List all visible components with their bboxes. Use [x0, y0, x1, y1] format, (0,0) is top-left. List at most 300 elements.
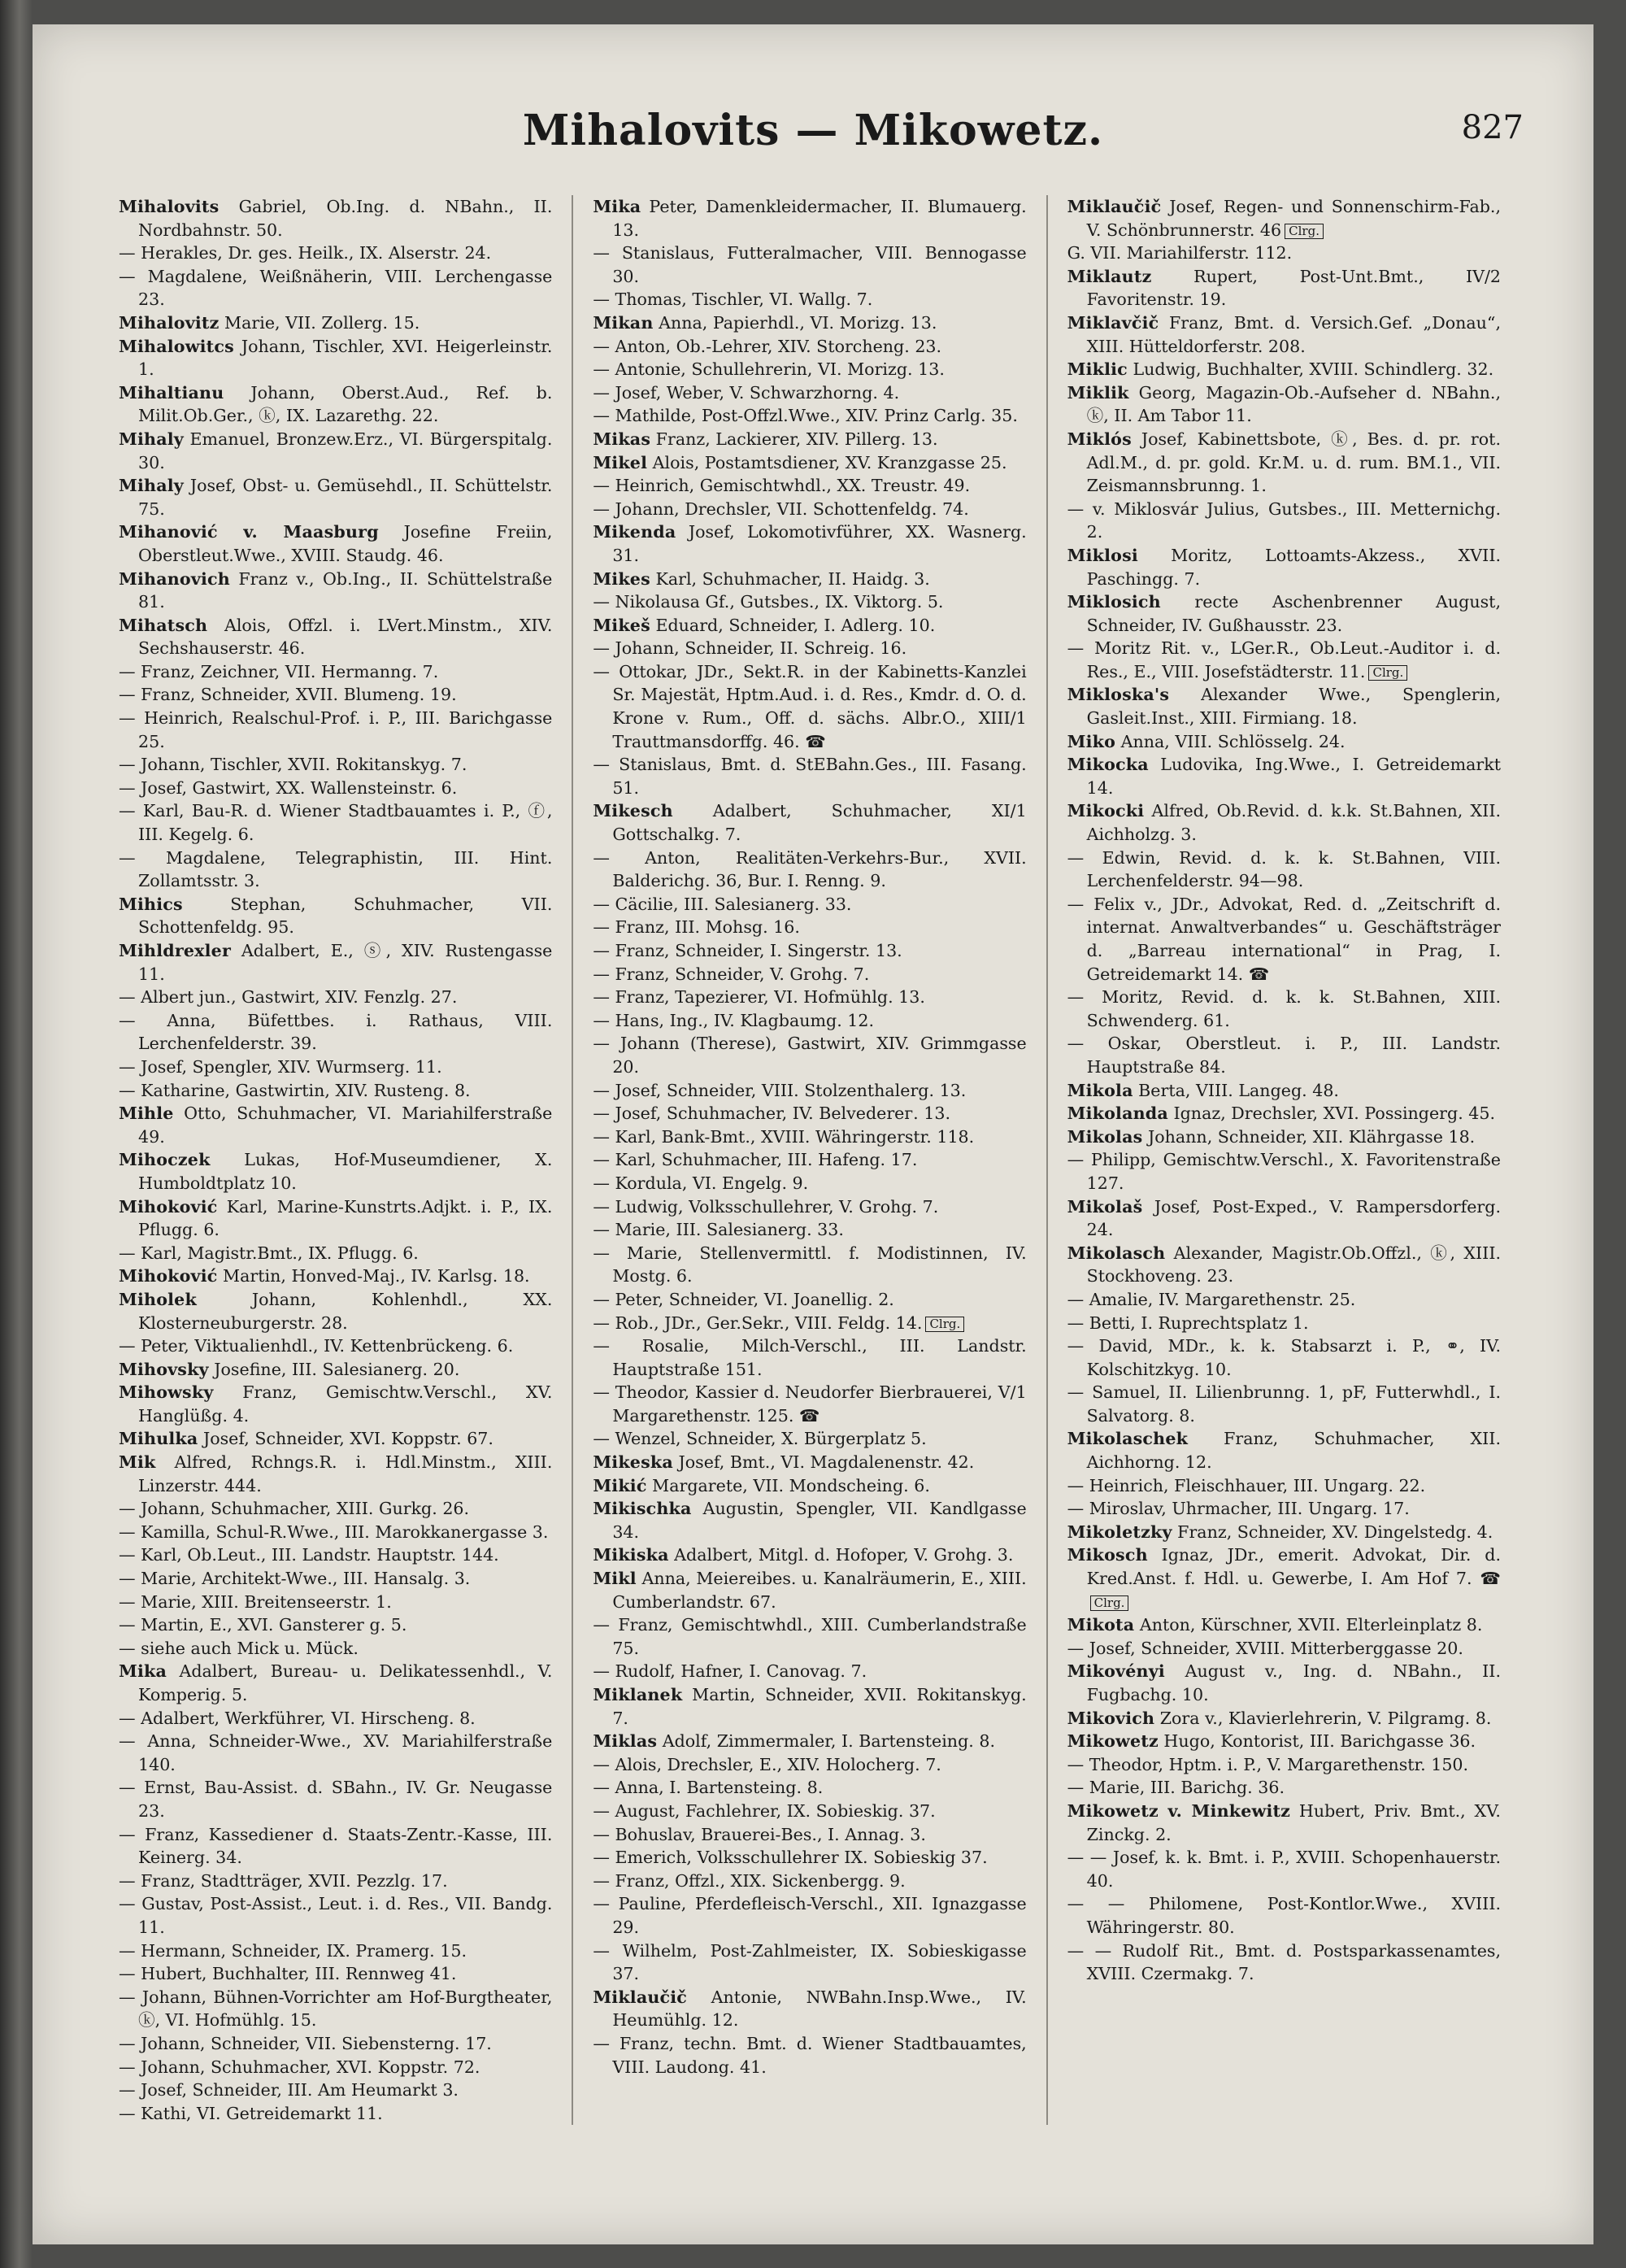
entry-details: Lukas, Hof-Museumdiener, X. Humboldtplatz 10. [138, 1150, 553, 1193]
directory-entry [593, 404, 1026, 428]
entry-details: — Franz, Schneider, V. Grohg. 7. [593, 964, 870, 984]
entry-details: — Stanislaus, Bmt. d. StEBahn.Ges., III. Fasang. 51. [593, 755, 1027, 798]
directory-entry [119, 1776, 552, 1822]
column-middle [593, 195, 1026, 2125]
page-number: 827 [1461, 109, 1524, 146]
entry-details: Josef, Bmt., VI. Magdalenenstr. 42. [672, 1452, 975, 1473]
entry-details: Karl, Marine-Kunstrts.Adjkt. i. P., IX. Pflugg. 6. [138, 1196, 553, 1240]
directory-entry [1067, 847, 1501, 893]
directory-entry [1067, 1613, 1501, 1637]
entry-details: — Martin, E., XVI. Gansterer g. 5. [119, 1615, 407, 1635]
entry-details: — Josef, Weber, V. Schwarzhorng. 4. [593, 382, 900, 403]
directory-entry [593, 1939, 1026, 1986]
entry-details: — Franz, Gemischtwhdl., XIII. Cumberlandstraße 75. [593, 1615, 1027, 1658]
entry-details: — Magdalene, Telegraphistin, III. Hint. Zollamtsstr. 3. [119, 847, 553, 891]
entry-details: Josef, Regen- und Sonnenschirm-Fab., V. Schönbrunnerstr. 46 [1086, 197, 1501, 240]
entry-details: — Marie, XIII. Breitenseerstr. 1. [119, 1591, 392, 1612]
entry-details: — Ernst, Bau-Assist. d. SBahn., IV. Gr. Neugasse 23. [119, 1778, 553, 1821]
directory-entry [593, 1195, 1026, 1219]
directory-entry [593, 381, 1026, 405]
entry-surname: Mikolasch [1067, 1243, 1166, 1263]
directory-entry [593, 1730, 1026, 1753]
entry-details: Franz, Lackierer, XIV. Pillerg. 13. [650, 429, 938, 449]
directory-entry [119, 1334, 552, 1358]
entry-details: — Anna, Büfettbes. i. Rathaus, VIII. Lerchenfelderstr. 39. [119, 1010, 553, 1054]
entry-details: Alfred, Ob.Revid. d. k.k. St.Bahnen, XII. Aichholzg. 3. [1086, 801, 1501, 845]
entry-surname: Mikolaschek [1067, 1429, 1189, 1449]
entry-details: Josef, Lokomotivführer, XX. Wasnerg. 31. [612, 522, 1027, 565]
directory-entry [119, 1381, 552, 1427]
directory-entry [1067, 637, 1501, 683]
entry-details: Hugo, Kontorist, III. Barichgasse 36. [1158, 1731, 1476, 1752]
directory-entry [1067, 242, 1501, 265]
entry-details: — Rudolf, Hafner, I. Canovag. 7. [593, 1661, 867, 1682]
entry-surname: Mikocki [1067, 801, 1145, 821]
directory-entry [1067, 1102, 1501, 1125]
entry-details: — Adalbert, Werkführer, VI. Hirscheng. 8. [119, 1708, 476, 1728]
directory-entry [1067, 1776, 1501, 1800]
directory-entry [119, 1730, 552, 1776]
entry-details: Augustin, Spengler, VII. Kandlgasse 34. [612, 1499, 1027, 1542]
directory-entry [1067, 1660, 1501, 1706]
entry-details: Adolf, Zimmermaler, I. Bartensteing. 8. [657, 1731, 995, 1752]
entry-details: — — Rudolf Rit., Bmt. d. Postsparkassenamtes, XVIII. Czermakg. 7. [1067, 1940, 1501, 1984]
entry-details: — August, Fachlehrer, IX. Sobieskig. 37. [593, 1800, 936, 1821]
entry-details: Adalbert, Schuhmacher, XI/1 Gottschalkg. 7. [612, 801, 1027, 845]
directory-entry [119, 777, 552, 800]
entry-details: Franz, Bmt. d. Versich.Gef. „Donau“, XIII. Hütteldorferstr. 208. [1086, 312, 1501, 356]
entry-details: — Antonie, Schullehrerin, VI. Morizg. 13. [593, 359, 945, 380]
column-right [1067, 195, 1501, 2125]
entry-details: Josef, Obst- u. Gemüsehdl., II. Schüttelstr. 75. [138, 476, 553, 519]
entry-surname: Mikolanda [1067, 1104, 1168, 1124]
entry-details: Anna, Meiereibes. u. Kanalräumerin, E., XIII. Cumberlandstr. 67. [612, 1569, 1027, 1612]
directory-entry [593, 1776, 1026, 1800]
directory-entry [119, 242, 552, 265]
directory-entry [593, 1986, 1026, 2032]
directory-entry [593, 1543, 1026, 1567]
entry-details: Peter, Damenkleidermacher, II. Blumauerg. 13. [612, 197, 1027, 240]
entry-details: — Hubert, Buchhalter, III. Rennweg 41. [119, 1964, 457, 1984]
directory-entry [119, 1079, 552, 1103]
entry-surname: Miklic [1067, 359, 1128, 380]
directory-entry [119, 707, 552, 753]
entry-surname: Miklautz [1067, 266, 1152, 286]
entry-details: — Marie, III. Salesianerg. 33. [593, 1220, 844, 1240]
entry-details: — Ludwig, Volksschullehrer, V. Grohg. 7. [593, 1196, 939, 1217]
entry-details: — Mathilde, Post-Offzl.Wwe., XIV. Prinz Carlg. 35. [593, 406, 1018, 426]
entry-surname: Mikenda [593, 522, 676, 542]
entry-surname: Mikovényi [1067, 1661, 1165, 1682]
directory-entry [593, 637, 1026, 660]
directory-entry [119, 1591, 552, 1614]
directory-entry [1067, 1427, 1501, 1474]
entry-surname: Mihics [119, 894, 183, 914]
directory-entry [1067, 1381, 1501, 1427]
directory-entry [1067, 1497, 1501, 1521]
entry-details: Stephan, Schuhmacher, VII. Schottenfeldg. 95. [138, 894, 553, 938]
clearing-badge: Clrg. [925, 1317, 964, 1332]
directory-entry [119, 1427, 552, 1451]
entry-details: Karl, Schuhmacher, II. Haidg. 3. [650, 568, 930, 589]
directory-entry [593, 614, 1026, 638]
entry-details: Alois, Offzl. i. LVert.Minstm., XIV. Sechshauserstr. 46. [138, 615, 553, 659]
entry-details: Emanuel, Bronzew.Erz., VI. Bürgerspitalg. 30. [138, 429, 553, 472]
entry-surname: Mikel [593, 452, 648, 472]
entry-details: G. VII. Mariahilferstr. 112. [1067, 243, 1293, 263]
entry-details: recte Aschenbrenner August, Schneider, IV. Gußhausstr. 23. [1086, 592, 1501, 635]
directory-entry [1067, 428, 1501, 498]
entry-details: Ignaz, Drechsler, XVI. Possingerg. 45. [1167, 1104, 1496, 1124]
directory-entry [593, 451, 1026, 475]
entry-surname: Mikota [1067, 1615, 1135, 1635]
directory-entry [119, 753, 552, 777]
entry-details: Adalbert, Mitgl. d. Hofoper, V. Grohg. 3. [668, 1545, 1014, 1565]
directory-columns [119, 195, 1501, 2125]
directory-entry [119, 1870, 552, 1893]
directory-entry [593, 1613, 1026, 1660]
directory-entry [593, 1823, 1026, 1847]
entry-details: — siehe auch Mick u. Mück. [119, 1638, 359, 1658]
directory-entry [119, 939, 552, 986]
entry-details: — Karl, Bau-R. d. Wiener Stadtbauamtes i. P., ⓕ, III. Kegelg. 6. [119, 801, 553, 845]
entry-surname: Mihulka [119, 1429, 198, 1449]
directory-entry [1067, 1753, 1501, 1777]
directory-entry [119, 311, 552, 335]
entry-details: — Josef, Schneider, VIII. Stolzenthalerg. 13. [593, 1080, 967, 1100]
entry-details: — Stanislaus, Futteralmacher, VIII. Bennogasse 30. [593, 243, 1027, 286]
directory-entry [593, 568, 1026, 591]
directory-entry [593, 986, 1026, 1009]
entry-details: Georg, Magazin-Ob.-Aufseher d. NBahn., ⓚ, II. Am Tabor 11. [1086, 382, 1501, 426]
directory-entry [593, 1125, 1026, 1149]
entry-surname: Mihaltianu [119, 382, 224, 403]
entry-details: — Kathi, VI. Getreidemarkt 11. [119, 2103, 383, 2123]
entry-details: — Johann, Drechsler, VII. Schottenfeldg. 74. [593, 498, 969, 519]
entry-details: Franz, Schuhmacher, XII. Aichhorng. 12. [1086, 1429, 1501, 1473]
directory-entry [1067, 1730, 1501, 1753]
entry-surname: Mikan [593, 312, 654, 333]
entry-details: Josefine, III. Salesianerg. 20. [208, 1359, 460, 1379]
entry-surname: Mikeska [593, 1452, 673, 1473]
entry-details: — Karl, Schuhmacher, III. Hafeng. 17. [593, 1150, 918, 1170]
directory-entry [119, 660, 552, 684]
book-spine-shadow [0, 0, 33, 2268]
entry-details: Martin, Honved-Maj., IV. Karlsg. 18. [217, 1266, 530, 1286]
directory-entry [593, 847, 1026, 893]
directory-entry [119, 335, 552, 381]
directory-entry [119, 1962, 552, 1986]
entry-details: Franz, Schneider, XV. Dingelstedg. 4. [1172, 1521, 1493, 1542]
directory-entry [1067, 590, 1501, 637]
directory-entry [119, 1543, 552, 1567]
directory-entry [119, 474, 552, 520]
entry-surname: Mikiska [593, 1545, 669, 1565]
directory-entry [119, 1148, 552, 1195]
entry-details: — Wilhelm, Post-Zahlmeister, IX. Sobieskigasse 37. [593, 1940, 1027, 1984]
entry-details: — Oskar, Oberstleut. i. P., III. Landstr. Hauptstraße 84. [1067, 1034, 1501, 1077]
directory-entry [119, 568, 552, 614]
directory-entry [1067, 1288, 1501, 1312]
directory-entry [1067, 1195, 1501, 1242]
directory-entry [119, 520, 552, 567]
entry-details: — Josef, Gastwirt, XX. Wallensteinstr. 6. [119, 777, 458, 798]
entry-details: Ignaz, JDr., emerit. Advokat, Dir. d. Kred.Anst. f. Hdl. u. Gewerbe, I. Am Hof 7. ☎ [1086, 1545, 1501, 1589]
entry-details: — Heinrich, Fleischhauer, III. Ungarg. 22. [1067, 1475, 1426, 1495]
entry-surname: Miklosi [1067, 545, 1138, 565]
directory-entry [1067, 265, 1501, 311]
directory-entry [1067, 1312, 1501, 1335]
entry-details: — Albert jun., Gastwirt, XIV. Fenzlg. 27. [119, 987, 458, 1008]
entry-surname: Miklós [1067, 429, 1132, 449]
entry-details: — Peter, Viktualienhdl., IV. Kettenbrückeng. 6. [119, 1336, 514, 1356]
entry-details: — Moritz Rit. v., LGer.R., Ob.Leut.-Auditor i. d. Res., E., VIII. Josefstädterstr. 11. [1067, 638, 1501, 681]
entry-details: — Wenzel, Schneider, X. Bürgerplatz 5. [593, 1429, 927, 1449]
entry-details: Josef, Post-Exped., V. Rampersdorferg. 24. [1086, 1196, 1501, 1240]
entry-details: — Marie, Stellenvermittl. f. Modistinnen, IV. Mostg. 6. [593, 1243, 1027, 1286]
entry-surname: Mihalovitz [119, 312, 220, 333]
directory-entry [119, 2056, 552, 2079]
directory-entry [593, 1312, 1026, 1335]
entry-details: — Franz, Zeichner, VII. Hermanng. 7. [119, 661, 439, 681]
entry-details: Gabriel, Ob.Ing. d. NBahn., II. Nordbahnstr. 50. [138, 197, 553, 240]
directory-entry [593, 2032, 1026, 2079]
directory-entry [593, 799, 1026, 846]
entry-details: — Johann, Bühnen-Vorrichter am Hof-Burgtheater, ⓚ, VI. Hofmühlg. 15. [119, 1987, 553, 2031]
directory-entry [119, 1265, 552, 1288]
entry-details: — Heinrich, Gemischtwhdl., XX. Treustr. 49. [593, 476, 971, 496]
directory-entry [1067, 799, 1501, 846]
entry-details: Margarete, VII. Mondscheing. 6. [646, 1475, 930, 1495]
directory-entry [119, 1497, 552, 1521]
entry-details: — Moritz, Revid. d. k. k. St.Bahnen, XIII. Schwenderg. 61. [1067, 987, 1501, 1030]
entry-details: — Franz, Offzl., XIX. Sickenbergg. 9. [593, 1870, 906, 1891]
entry-details: Antonie, NWBahn.Insp.Wwe., IV. Heumühlg. 12. [612, 1987, 1027, 2031]
entry-surname: Mihalowitcs [119, 336, 234, 356]
entry-details: — v. Miklosvár Julius, Gutsbes., III. Metternichg. 2. [1067, 498, 1501, 542]
directory-entry [119, 1102, 552, 1148]
directory-entry [593, 474, 1026, 498]
entry-surname: Miklaučič [593, 1987, 688, 2007]
directory-entry [593, 498, 1026, 521]
directory-entry [593, 1567, 1026, 1613]
directory-entry [1067, 893, 1501, 986]
directory-entry [119, 1009, 552, 1056]
directory-page [33, 24, 1593, 2244]
directory-entry [593, 1218, 1026, 1242]
entry-details: Hubert, Priv. Bmt., XV. Zinckg. 2. [1086, 1800, 1501, 1844]
directory-entry [593, 1474, 1026, 1498]
directory-entry [1067, 1939, 1501, 1986]
entry-details: Ludovika, Ing.Wwe., I. Getreidemarkt 14. [1086, 755, 1501, 798]
directory-entry [1067, 1543, 1501, 1613]
directory-entry [1067, 498, 1501, 544]
entry-details: Johann, Kohlenhdl., XX. Klosterneuburgerstr. 28. [138, 1289, 553, 1333]
entry-surname: Mikloska's [1067, 685, 1170, 705]
entry-surname: Mihowsky [119, 1382, 214, 1403]
entry-details: — Karl, Magistr.Bmt., IX. Pflugg. 6. [119, 1243, 419, 1263]
entry-details: — Pauline, Pferdefleisch-Verschl., XII. Ignazgasse 29. [593, 1894, 1027, 1937]
entry-details: — Franz, III. Mohsg. 16. [593, 917, 800, 938]
entry-details: — Bohuslav, Brauerei-Bes., I. Annag. 3. [593, 1824, 926, 1844]
entry-details: — Samuel, II. Lilienbrunng. 1, pF, Futterwhdl., I. Salvatorg. 8. [1067, 1382, 1501, 1426]
column-left [119, 195, 552, 2125]
directory-entry [119, 1242, 552, 1265]
entry-details: — Rosalie, Milch-Verschl., III. Landstr. Hauptstraße 151. [593, 1336, 1027, 1379]
entry-details: — Marie, III. Barichg. 36. [1067, 1778, 1285, 1798]
clearing-badge: Clrg. [1368, 665, 1407, 681]
directory-entry [119, 1939, 552, 1963]
entry-surname: Mihaly [119, 476, 184, 496]
directory-entry [119, 2079, 552, 2102]
directory-entry [119, 2032, 552, 2056]
entry-details: — Anna, Schneider-Wwe., XV. Mariahilferstraße 140. [119, 1731, 553, 1774]
entry-surname: Mika [593, 197, 641, 216]
entry-details: — Alois, Drechsler, E., XIV. Holocherg. 7. [593, 1754, 941, 1774]
directory-entry [593, 1032, 1026, 1078]
directory-entry [1067, 1637, 1501, 1661]
entry-details: Zora v., Klavierlehrerin, V. Pilgramg. 8. [1154, 1708, 1492, 1728]
directory-entry [593, 1497, 1026, 1543]
entry-details: — Heinrich, Realschul-Prof. i. P., III. Barichgasse 25. [119, 708, 553, 751]
entry-surname: Mikl [593, 1569, 637, 1589]
directory-entry [593, 428, 1026, 451]
directory-entry [593, 590, 1026, 614]
directory-entry [1067, 1125, 1501, 1149]
entry-details: — Cäcilie, III. Salesianerg. 33. [593, 894, 852, 914]
entry-details: — Josef, Schneider, XVIII. Mitterberggasse 20. [1067, 1638, 1463, 1658]
entry-details: Josef, Schneider, XVI. Koppstr. 67. [198, 1429, 493, 1449]
entry-surname: Miklosich [1067, 592, 1161, 612]
entry-details: — Philipp, Gemischtw.Verschl., X. Favoritenstraße 127. [1067, 1150, 1501, 1193]
directory-entry [119, 1288, 552, 1334]
entry-surname: Miklanek [593, 1685, 683, 1704]
directory-entry [593, 1009, 1026, 1033]
entry-details: Anna, VIII. Schlösselg. 24. [1115, 731, 1346, 751]
entry-surname: Mikowetz [1067, 1731, 1159, 1752]
directory-entry [119, 614, 552, 660]
directory-entry [1067, 195, 1501, 242]
entry-details: — Franz, Schneider, XVII. Blumeng. 19. [119, 685, 457, 705]
clearing-badge: Clrg. [1090, 1595, 1129, 1611]
directory-entry [119, 1613, 552, 1637]
entry-details: — Theodor, Kassier d. Neudorfer Bierbrauerei, V/1 Margarethenstr. 125. ☎ [593, 1382, 1027, 1426]
entry-details: — Kamilla, Schul-R.Wwe., III. Marokkanergasse 3. [119, 1521, 549, 1542]
directory-entry [593, 242, 1026, 288]
entry-details: Rupert, Post-Unt.Bmt., IV/2 Favoritenstr. 19. [1086, 266, 1501, 310]
directory-entry [593, 1870, 1026, 1893]
entry-details: Alexander, Magistr.Ob.Offzl., ⓚ, XIII. Stockhoveng. 23. [1086, 1243, 1501, 1286]
directory-entry [593, 1242, 1026, 1288]
entry-details: Johann, Tischler, XVI. Heigerleinstr. 1. [138, 336, 553, 380]
entry-details: — Johann, Schneider, VII. Siebensterng. 17. [119, 2033, 492, 2053]
directory-entry [1067, 358, 1501, 381]
directory-entry [119, 986, 552, 1009]
directory-entry [593, 939, 1026, 963]
directory-entry [593, 311, 1026, 335]
directory-entry [593, 1381, 1026, 1427]
directory-entry [593, 288, 1026, 311]
entry-surname: Miklaučič [1067, 197, 1162, 216]
directory-entry [1067, 1334, 1501, 1381]
entry-details: — Ottokar, JDr., Sekt.R. in der Kabinetts-Kanzlei Sr. Majestät, Hptm.Aud. i. d. Res., Kmdr. d. O. d. Krone v. Rum., Off. d. sächs. Albr.O., XIII/1 Trauttmansdorffg. 46. ☎ [593, 661, 1027, 751]
entry-details: — Gustav, Post-Assist., Leut. i. d. Res., VII. Bandg. 11. [119, 1894, 553, 1937]
entry-surname: Mikolas [1067, 1126, 1143, 1147]
entry-surname: Mikesch [593, 801, 673, 821]
directory-entry [593, 1148, 1026, 1172]
directory-entry [119, 799, 552, 846]
directory-entry [119, 1892, 552, 1939]
entry-details: — Franz, Stadtträger, XVII. Pezzlg. 17. [119, 1870, 448, 1891]
directory-entry [593, 1451, 1026, 1474]
entry-surname: Miklas [593, 1731, 658, 1752]
directory-entry [119, 1823, 552, 1870]
entry-details: — Josef, Schneider, III. Am Heumarkt 3. [119, 2080, 459, 2100]
entry-details: — Johann, Schneider, II. Schreig. 16. [593, 638, 907, 659]
entry-surname: Miholek [119, 1289, 197, 1309]
directory-entry [593, 1102, 1026, 1125]
directory-entry [1067, 1474, 1501, 1498]
entry-details: — Magdalene, Weißnäherin, VIII. Lerchengasse 23. [119, 266, 553, 310]
entry-details: Josefine Freiin, Oberstleut.Wwe., XVIII. Staudg. 46. [138, 522, 553, 565]
entry-details: — Franz, Tapezierer, VI. Hofmühlg. 13. [593, 987, 925, 1008]
entry-surname: Mikosch [1067, 1545, 1148, 1565]
directory-entry [119, 1567, 552, 1591]
directory-entry [1067, 1079, 1501, 1103]
directory-entry [119, 1056, 552, 1079]
entry-details: — Theodor, Hptm. i. P., V. Margarethenstr. 150. [1067, 1754, 1469, 1774]
directory-entry [593, 1427, 1026, 1451]
entry-details: — Thomas, Tischler, VI. Wallg. 7. [593, 289, 873, 310]
column-divider [572, 195, 573, 2125]
directory-entry [1067, 311, 1501, 358]
entry-details: — Josef, Spengler, XIV. Wurmserg. 11. [119, 1056, 442, 1077]
entry-details: — Miroslav, Uhrmacher, III. Ungarg. 17. [1067, 1499, 1410, 1519]
directory-entry [1067, 1707, 1501, 1730]
directory-entry [593, 1683, 1026, 1730]
directory-entry [1067, 1892, 1501, 1939]
entry-details: Anna, Papierhdl., VI. Morizg. 13. [653, 312, 937, 333]
directory-entry [1067, 1846, 1501, 1892]
entry-surname: Miko [1067, 731, 1116, 751]
entry-details: Adalbert, Bureau- u. Delikatessenhdl., V. Komperig. 5. [138, 1661, 553, 1704]
entry-details: Adalbert, E., ⓢ, XIV. Rustengasse 11. [138, 941, 553, 984]
entry-details: Franz v., Ob.Ing., II. Schüttelstraße 81. [138, 568, 553, 612]
entry-details: Otto, Schuhmacher, VI. Mariahilferstraße 49. [138, 1104, 553, 1147]
entry-details: — Hermann, Schneider, IX. Pramerg. 15. [119, 1940, 467, 1961]
entry-details: — — Philomene, Post-Kontlor.Wwe., XVIII. Währingerstr. 80. [1067, 1894, 1501, 1937]
directory-entry [119, 1195, 552, 1242]
directory-entry [593, 358, 1026, 381]
directory-entry [119, 2102, 552, 2126]
directory-entry [119, 265, 552, 311]
directory-entry [1067, 753, 1501, 799]
entry-surname: Mihle [119, 1104, 174, 1124]
directory-entry [1067, 1521, 1501, 1544]
entry-details: Berta, VIII. Langeg. 48. [1133, 1080, 1339, 1100]
entry-details: — Herakles, Dr. ges. Heilk., IX. Alserstr. 24. [119, 243, 492, 263]
entry-details: Alfred, Rchngs.R. i. Hdl.Minstm., XIII. Linzerstr. 444. [138, 1452, 553, 1495]
page-title: Mihalovits — Mikowetz. [522, 106, 1104, 155]
directory-entry [1067, 1242, 1501, 1288]
directory-entry [593, 893, 1026, 916]
entry-details: — Karl, Bank-Bmt., XVIII. Währingerstr. 118. [593, 1126, 975, 1147]
clearing-badge: Clrg. [1285, 224, 1324, 239]
directory-entry [593, 1800, 1026, 1823]
directory-entry [593, 1079, 1026, 1103]
entry-details: — Kordula, VI. Engelg. 9. [593, 1173, 809, 1193]
entry-surname: Mikolaš [1067, 1196, 1143, 1217]
